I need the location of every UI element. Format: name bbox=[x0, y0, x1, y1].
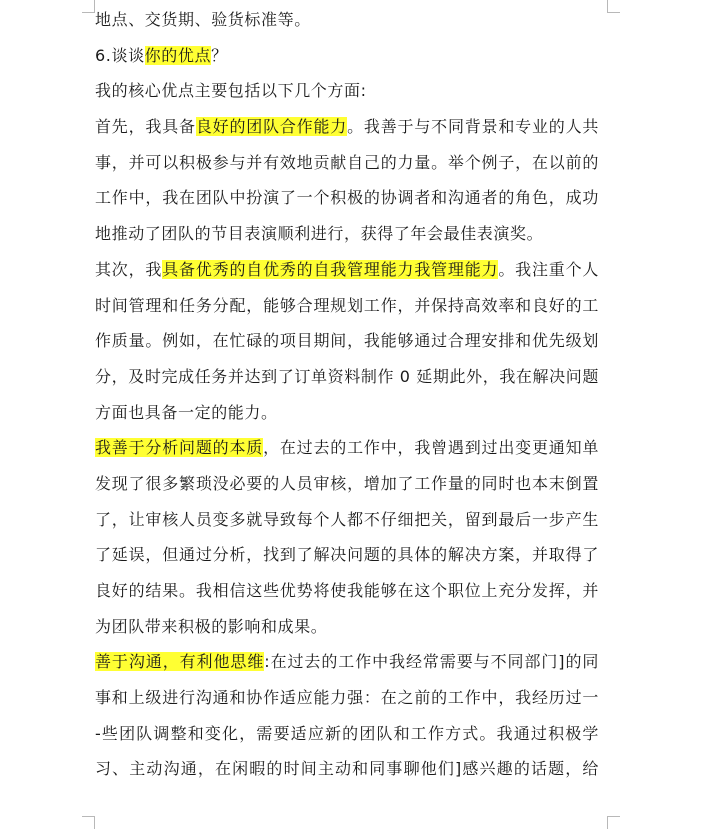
margin-mark-top-left bbox=[82, 0, 95, 13]
line-prefix: 其次，我 bbox=[95, 259, 163, 279]
line-text: 时间管理和任务分配，能够合理规划工作，并保持高效率和良好的工 bbox=[95, 295, 599, 315]
line-suffix: 。我善于与不同背景和专业的人共 bbox=[347, 117, 599, 137]
text-line bbox=[95, 541, 599, 569]
line-text: 习、主动沟通，在闲暇的时间主动和同事聊他们]感兴趣的话题，给 bbox=[95, 759, 599, 779]
line-text: 地推动了团队的节目表演顺利进行，获得了年会最佳表演奖。 bbox=[95, 224, 544, 244]
line-text: 发现了很多繁琐没必要的人员审核，增加了工作量的同时也本末倒置 bbox=[95, 473, 599, 493]
text-line bbox=[95, 506, 599, 534]
text-line bbox=[95, 720, 599, 748]
margin-mark-bottom-left bbox=[82, 816, 95, 829]
text-line bbox=[95, 292, 599, 320]
line-text: 地点、交货期、验货标准等。 bbox=[95, 10, 311, 29]
text-line bbox=[95, 648, 599, 676]
text-line bbox=[95, 755, 599, 783]
line-text: 方面也具备一定的能力。 bbox=[95, 402, 278, 422]
line-text: 分，及时完成任务并达到了订单资料制作 0 延期此外，我在解决问题 bbox=[95, 366, 599, 386]
line-text: 良好的结果。我相信这些优势将使我能够在这个职位上充分发挥，并 bbox=[95, 581, 599, 600]
text-line bbox=[95, 256, 599, 284]
question-heading bbox=[95, 42, 599, 70]
line-text: 为团队带来积极的影响和成果。 bbox=[95, 616, 328, 636]
text-line bbox=[95, 220, 599, 248]
highlighted-text: 具备优秀的自优秀的自我管理能力我管理能力 bbox=[162, 259, 499, 279]
text-line bbox=[95, 434, 599, 462]
line-suffix: 。我注重个人 bbox=[498, 259, 599, 279]
text-line bbox=[95, 184, 599, 212]
margin-mark-top-right bbox=[607, 0, 620, 13]
highlighted-text: 我善于分析问题的本质 bbox=[95, 438, 264, 458]
line-text: 我的核心优点主要包括以下几个方面: bbox=[95, 81, 367, 101]
text-line bbox=[95, 470, 599, 498]
line-text: 事，并可以积极参与并有效地贡献自己的力量。举个例子，在以前的 bbox=[95, 152, 599, 172]
line-text: 作质量。例如，在忙碌的项目期间，我能够通过合理安排和优先级划 bbox=[95, 331, 599, 351]
line-prefix: 首先，我具备 bbox=[95, 117, 196, 137]
text-line bbox=[95, 577, 599, 605]
line-suffix: :在过去的工作中我经常需要与不同部门]的同 bbox=[264, 652, 599, 672]
text-line bbox=[95, 399, 599, 427]
line-text: 事和上级进行沟通和协作适应能力强：在之前的工作中，我经历过一 bbox=[95, 688, 599, 708]
text-line bbox=[95, 77, 599, 105]
line-text: -些团队调整和变化，需要适应新的团队和工作方式。我通过积极学 bbox=[95, 723, 599, 743]
document-body bbox=[95, 6, 599, 791]
text-line bbox=[95, 613, 599, 641]
highlighted-text: 良好的团队合作能力 bbox=[195, 117, 348, 137]
heading-suffix: ？ bbox=[211, 45, 228, 65]
text-line bbox=[95, 149, 599, 177]
line-text: 了，让审核人员变多就导致每个人都不仔细把关，留到最后一步产生 bbox=[95, 509, 599, 529]
margin-mark-bottom-right bbox=[607, 816, 620, 829]
text-line bbox=[95, 684, 599, 712]
line-text: 工作中，我在团队中扮演了一个积极的协调者和沟通者的角色，成功 bbox=[95, 188, 599, 208]
heading-prefix: 6.谈谈 bbox=[95, 45, 145, 65]
highlighted-text: 你的优点 bbox=[144, 45, 212, 65]
highlighted-text: 善于沟通，有利他思维 bbox=[95, 652, 265, 672]
text-line bbox=[95, 113, 599, 141]
line-text: 了延误，但通过分析，找到了解决问题的具体的解决方案，并取得了 bbox=[95, 545, 599, 565]
line-suffix: ，在过去的工作中，我曾遇到过出变更通知单 bbox=[263, 438, 599, 458]
text-line bbox=[95, 327, 599, 355]
text-line bbox=[95, 363, 599, 391]
text-line bbox=[95, 6, 599, 34]
